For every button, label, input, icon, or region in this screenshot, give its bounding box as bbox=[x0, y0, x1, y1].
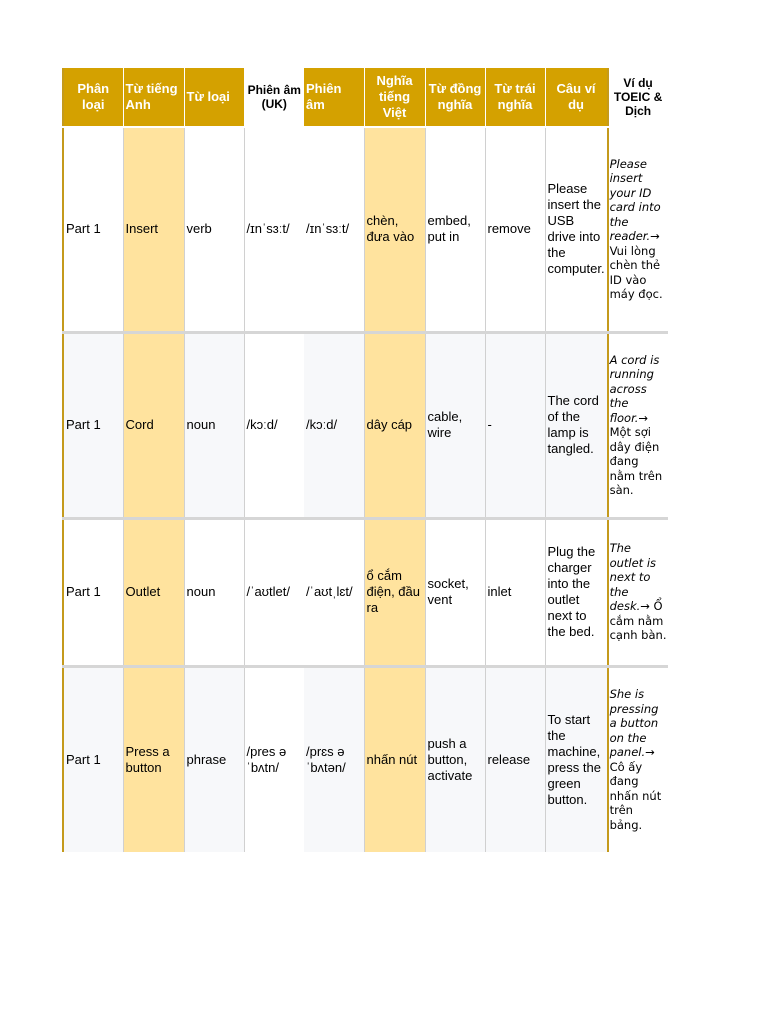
cell-toeic-example bbox=[608, 518, 668, 666]
cell-category: Part 1 bbox=[63, 666, 123, 852]
table-row bbox=[63, 127, 668, 332]
cell-antonym: - bbox=[485, 332, 545, 518]
header-row bbox=[63, 68, 668, 127]
cell-category: Part 1 bbox=[63, 518, 123, 666]
header-antonym: Từ trái nghĩa bbox=[485, 68, 545, 127]
cell-ipa: /ɪnˈsɜːt/ bbox=[304, 127, 364, 332]
header-part-of-speech: Từ loại bbox=[184, 68, 244, 127]
cell-vietnamese-meaning: chèn, đưa vào bbox=[364, 127, 425, 332]
header-toeic-example: Ví dụ TOEIC & Dịch bbox=[608, 68, 668, 127]
cell-example-sentence: Please insert the USB drive into the computer. bbox=[545, 127, 608, 332]
header-ipa: Phiên âm bbox=[304, 68, 364, 127]
toeic-example-english: She is pressing a button on the panel.→ bbox=[609, 687, 659, 760]
cell-synonym: socket, vent bbox=[425, 518, 485, 666]
header-english-word: Từ tiếng Anh bbox=[123, 68, 184, 127]
cell-part-of-speech: verb bbox=[184, 127, 244, 332]
table-row bbox=[63, 666, 668, 852]
cell-ipa-uk: /ˈaʊtlet/ bbox=[244, 518, 304, 666]
cell-ipa-uk: /kɔːd/ bbox=[244, 332, 304, 518]
cell-vietnamese-meaning: dây cáp bbox=[364, 332, 425, 518]
header-vietnamese-meaning: Nghĩa tiếng Việt bbox=[364, 68, 425, 127]
toeic-example-english: A cord is running across the floor.→ bbox=[609, 352, 660, 425]
cell-synonym: cable, wire bbox=[425, 332, 485, 518]
cell-toeic-example bbox=[608, 666, 668, 852]
cell-antonym: remove bbox=[485, 127, 545, 332]
toeic-example-vietnamese: Ổ cắm nằm cạnh bàn. bbox=[609, 599, 667, 643]
vocabulary-table bbox=[62, 68, 668, 852]
cell-english-word: Outlet bbox=[123, 518, 184, 666]
cell-ipa: /prɛs ə ˈbʌtən/ bbox=[304, 666, 364, 852]
cell-ipa-uk: /pres ə ˈbʌtn/ bbox=[244, 666, 304, 852]
cell-vietnamese-meaning: ổ cắm điện, đầu ra bbox=[364, 518, 425, 666]
cell-ipa-uk: /ɪnˈsɜːt/ bbox=[244, 127, 304, 332]
cell-part-of-speech: phrase bbox=[184, 666, 244, 852]
toeic-example-vietnamese: Một sợi dây điện đang nằm trên sàn. bbox=[609, 425, 663, 497]
cell-synonym: embed, put in bbox=[425, 127, 485, 332]
table-row bbox=[63, 518, 668, 666]
cell-english-word: Cord bbox=[123, 332, 184, 518]
cell-ipa: /kɔːd/ bbox=[304, 332, 364, 518]
cell-toeic-example bbox=[608, 127, 668, 332]
table-row bbox=[63, 332, 668, 518]
cell-example-sentence: The cord of the lamp is tangled. bbox=[545, 332, 608, 518]
cell-category: Part 1 bbox=[63, 127, 123, 332]
cell-antonym: release bbox=[485, 666, 545, 852]
cell-vietnamese-meaning: nhấn nút bbox=[364, 666, 425, 852]
toeic-example-vietnamese: Vui lòng chèn thẻ ID vào máy đọc. bbox=[609, 243, 663, 302]
cell-example-sentence: To start the machine, press the green button. bbox=[545, 666, 608, 852]
toeic-example-english: Please insert your ID card into the reader.→ bbox=[609, 156, 661, 244]
cell-example-sentence: Plug the charger into the outlet next to the bed. bbox=[545, 518, 608, 666]
cell-synonym: push a button, activate bbox=[425, 666, 485, 852]
cell-english-word: Press a button bbox=[123, 666, 184, 852]
cell-english-word: Insert bbox=[123, 127, 184, 332]
header-category: Phân loại bbox=[63, 68, 123, 127]
cell-antonym: inlet bbox=[485, 518, 545, 666]
header-example-sentence: Câu ví dụ bbox=[545, 68, 608, 127]
toeic-example-vietnamese: Cô ấy đang nhấn nút trên bảng. bbox=[609, 759, 662, 832]
cell-category: Part 1 bbox=[63, 332, 123, 518]
header-ipa-uk: Phiên âm (UK) bbox=[244, 68, 304, 127]
cell-ipa: /ˈaʊtˌlɛt/ bbox=[304, 518, 364, 666]
cell-part-of-speech: noun bbox=[184, 332, 244, 518]
cell-part-of-speech: noun bbox=[184, 518, 244, 666]
header-synonym: Từ đồng nghĩa bbox=[425, 68, 485, 127]
toeic-example-english: The outlet is next to the desk.→ bbox=[609, 541, 657, 614]
cell-toeic-example bbox=[608, 332, 668, 518]
